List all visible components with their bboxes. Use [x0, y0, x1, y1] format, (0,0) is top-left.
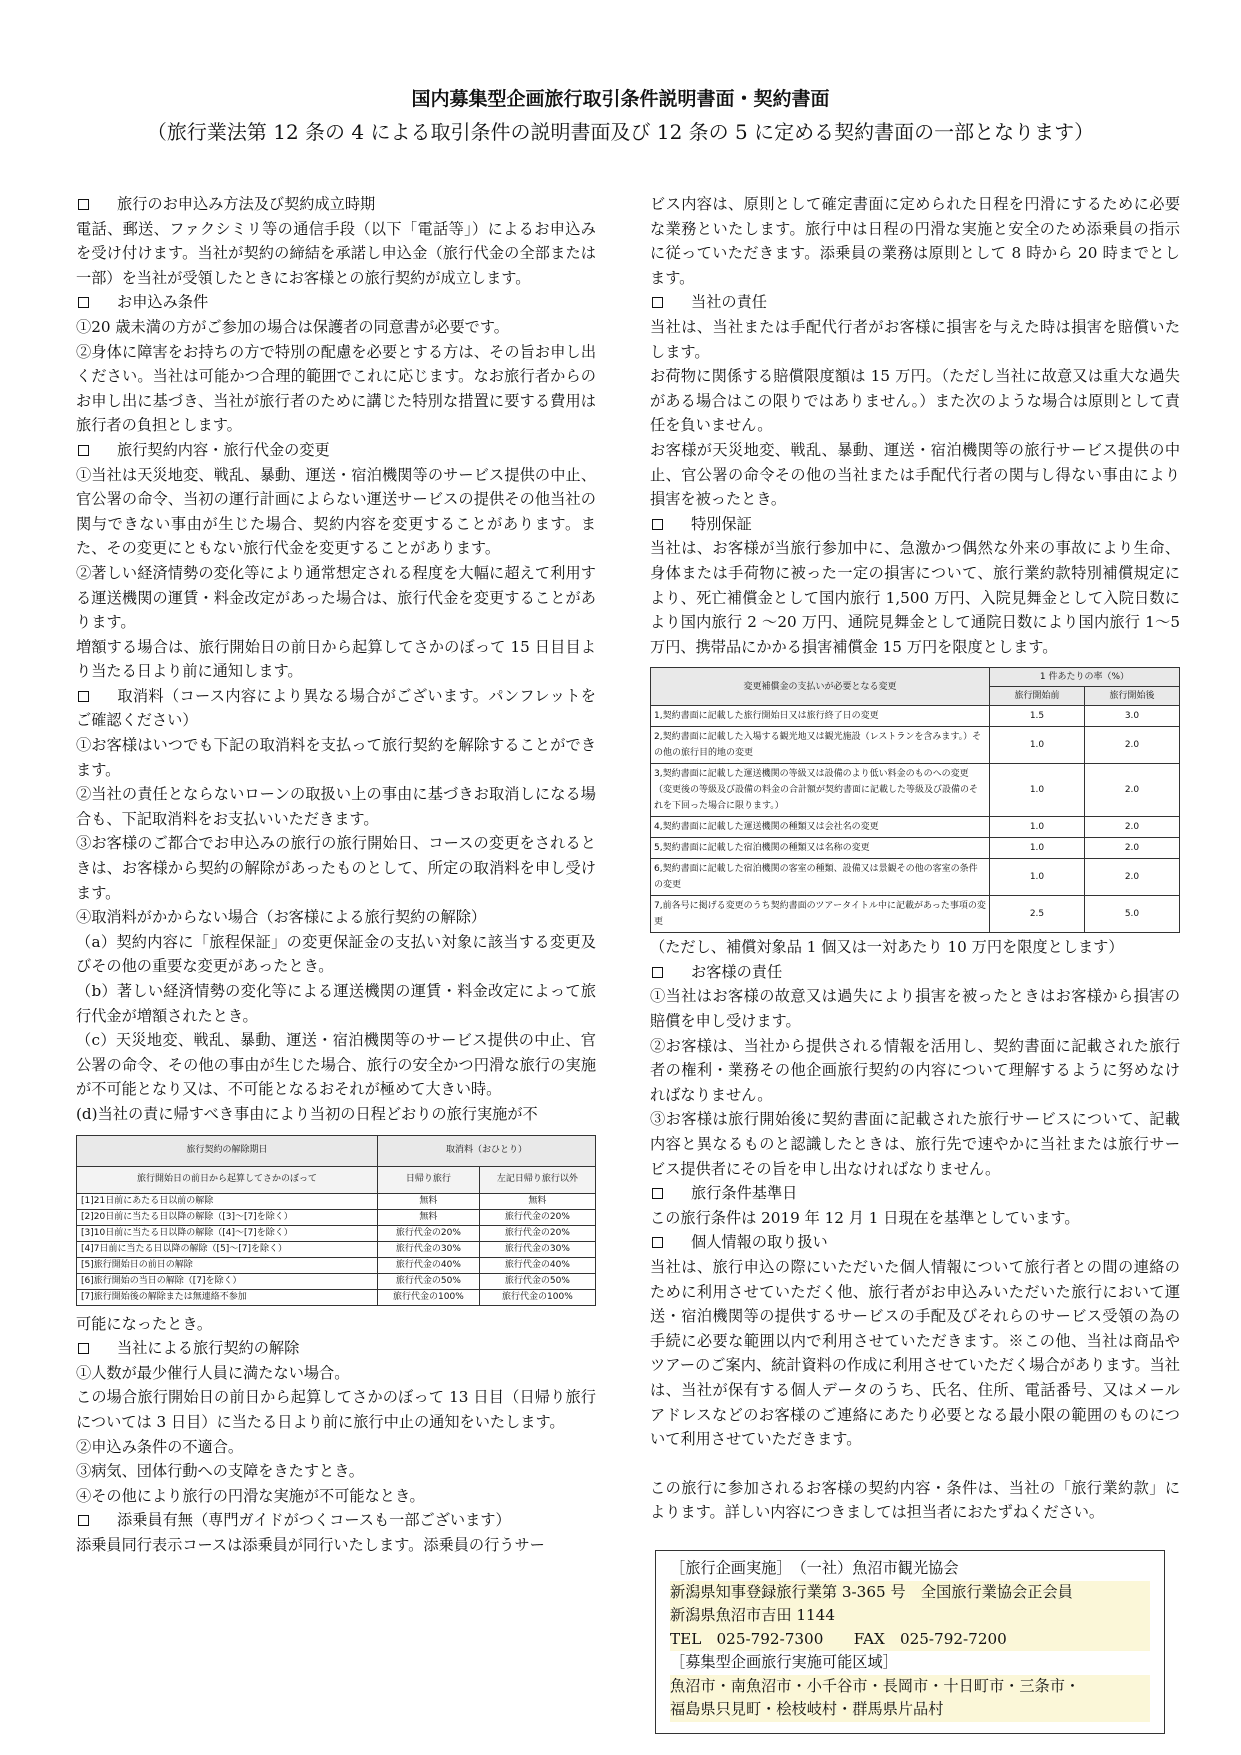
section-body: この旅行に参加されるお客様の契約内容・条件は、当社の「旅行業約款」によります。詳しい内容につきましては担当者におたずねください。	[650, 1478, 1180, 1522]
row-value: 旅行代金の100%	[479, 1289, 595, 1305]
page-subtitle: （旅行業法第 12 条の 4 による取引条件の説明書面及び 12 条の 5 に定める契約書面の一部となります）	[146, 120, 1095, 144]
row-label: 2,契約書面に記載した入場する観光地又は観光施設（レストランを含みます。）その他の旅行目的地の変更	[651, 727, 990, 764]
section-heading: 当社の責任	[650, 290, 1180, 315]
row-value: 1.0	[990, 817, 1085, 838]
table-row	[651, 838, 1180, 859]
row-label: [3]10日前に当たる日以降の解除（[4]〜[7]を除く）	[77, 1225, 378, 1241]
section-body: （c）天災地変、戦乱、暴動、運送・宿泊機関等のサービス提供の中止、官公署の命令、その他の事由が生じた場合、旅行の安全かつ円滑な旅行の実施が不可能となり又は、不可能となるおそれが極めて大きい時。	[76, 1031, 596, 1099]
row-value: 1.0	[990, 764, 1085, 817]
row-value: 旅行代金の20%	[479, 1209, 595, 1225]
contact-line: 魚沼市・南魚沼市・小千谷市・長岡市・十日町市・三条市・	[670, 1675, 1150, 1699]
section-body: ③お客様は旅行開始後に契約書面に記載された旅行サービスについて、記載内容と異なるものと認識したときは、旅行先で速やかに当社または旅行サービス提供者にその旨を申し出なければなりません。	[650, 1110, 1180, 1178]
section-body: 当社は、旅行申込の際にいただいた個人情報について旅行者との間の連絡のために利用させていただく他、旅行者がお申込みいただいた旅行において運送・宿泊機関等の提供するサービスの手配及びそれらのサービス受領の為の手続に必要な範囲以内で利用させていただきます。※この他、当社は商品やツアーのご案内、統計資料の作成に利用させていただく場合があります。当社は、当社が保有する個人データのうち、氏名、住所、電話番号、又はメールアドレスなどのお客様のご連絡にあたり必要となる最小限の範囲のものについて利用させていただきます。	[650, 1258, 1180, 1449]
row-label: [2]20日前に当たる日以降の解除（[3]〜[7]を除く）	[77, 1209, 378, 1225]
section-body: 可能になったとき。	[76, 1314, 213, 1333]
table-row	[77, 1241, 596, 1257]
section-body: （a）契約内容に「旅程保証」の変更保証金の支払い対象に該当する変更及びその他の重要な変更があったとき。	[76, 932, 596, 976]
table-subheader: 旅行開始後	[1085, 687, 1180, 706]
section-body: ④取消料がかからない場合（お客様による旅行契約の解除）	[76, 908, 487, 927]
section-heading: お申込み条件	[76, 290, 596, 315]
table-row	[651, 859, 1180, 896]
section-body: ①当社はお客様の故意又は過失により損害を被ったときはお客様から損害の賠償を申し受けます。	[650, 987, 1180, 1031]
section-body: ④その他により旅行の円滑な実施が不可能なとき。	[76, 1486, 425, 1505]
section-body: ③お客様のご都合でお申込みの旅行の旅行開始日、コースの変更をされるときは、お客様から契約の解除があったものとして、所定の取消料を申し受けます。	[76, 834, 596, 902]
checkbox-icon	[78, 445, 89, 456]
section-body: 電話、郵送、ファクシミリ等の通信手段（以下「電話等」）によるお申込みを受け付けます。当社が契約の締結を承諾し申込金（旅行代金の全部または一部）を当社が受領したときにお客様との旅行契約が成立します。	[76, 219, 596, 287]
row-label: 4,契約書面に記載した運送機関の種類又は会社名の変更	[651, 817, 990, 838]
row-value: 旅行代金の40%	[377, 1257, 479, 1273]
table-subheader: 左記日帰り旅行以外	[479, 1166, 595, 1193]
section-body: ②申込み条件の不適合。	[76, 1437, 244, 1456]
table-subheader: 旅行開始日の前日から起算してさかのぼって	[77, 1166, 378, 1193]
section-body: この場合旅行開始日の前日から起算してさかのぼって 13 日目（日帰り旅行については 3 日目）に当たる日より前に旅行中止の通知をいたします。	[76, 1388, 596, 1431]
table-row	[651, 896, 1180, 933]
row-value: 旅行代金の50%	[479, 1273, 595, 1289]
row-value: 2.0	[1085, 859, 1180, 896]
table-row	[77, 1273, 596, 1289]
section-heading: 個人情報の取り扱い	[650, 1230, 1180, 1255]
section-heading: 当社による旅行契約の解除	[76, 1336, 596, 1361]
row-label: 5,契約書面に記載した宿泊機関の種類又は名称の変更	[651, 838, 990, 859]
table-header: 1 件あたりの率（%）	[990, 668, 1180, 687]
section-heading: 特別保証	[650, 512, 1180, 537]
section-body: ①20 歳未満の方がご参加の場合は保護者の同意書が必要です。	[76, 317, 509, 336]
checkbox-icon	[78, 1343, 89, 1354]
row-label: 7,前各号に掲げる変更のうち契約書面のツアータイトル中に記載があった事項の変更	[651, 896, 990, 933]
table-header: 変更補償金の支払いが必要となる変更	[651, 668, 990, 706]
table-row	[77, 1225, 596, 1241]
contact-line: 新潟県魚沼市吉田 1144	[670, 1604, 1150, 1628]
table-subheader: 旅行開始前	[990, 687, 1085, 706]
contact-line: ［旅行企画実施］ （一社）魚沼市観光協会	[670, 1559, 959, 1577]
row-label: 6,契約書面に記載した宿泊機関の客室の種類、設備又は景観その他の客室の条件の変更	[651, 859, 990, 896]
row-value: 1.0	[990, 859, 1085, 896]
section-body: ①お客様はいつでも下記の取消料を支払って旅行契約を解除することができます。	[76, 736, 596, 779]
section-heading: 旅行のお申込み方法及び契約成立時期	[76, 192, 596, 217]
page-title: 国内募集型企画旅行取引条件説明書面・契約書面	[411, 88, 830, 110]
section-body: ②著しい経済情勢の変化等により通常想定される程度を大幅に超えて利用する運送機関の運賃・料金改定があった場合は、旅行代金を変更することがあります。	[76, 563, 596, 632]
section-body: 当社は、お客様が当旅行参加中に、急激かつ偶然な外来の事故により生命、身体または手荷物に被った一定の損害について、旅行業約款特別補償規定により、死亡補償金として国内旅行 1,500 万円、入院見舞金として入院日数により国内旅行 2 〜20 万円、通院見舞金として通院日数により国内旅行 1〜5 万円、携帯品にかかる損害補償金 15 万円を限度とします。	[650, 539, 1180, 656]
table-row	[651, 764, 1180, 817]
checkbox-icon	[652, 1188, 663, 1199]
section-body: 当社は、当社または手配代行者がお客様に損害を与えた時は損害を賠償いたします。	[650, 317, 1180, 361]
row-value: 1.0	[990, 838, 1085, 859]
checkbox-icon	[652, 519, 663, 530]
row-value: 無料	[377, 1193, 479, 1209]
row-label: [4]7日前に当たる日以降の解除（[5]〜[7]を除く）	[77, 1241, 378, 1257]
checkbox-icon	[78, 691, 89, 702]
row-label: 1,契約書面に記載した旅行開始日又は旅行終了日の変更	[651, 706, 990, 727]
table-header: 取消料（おひとり）	[377, 1135, 595, 1166]
checkbox-icon	[652, 967, 663, 978]
contact-line: ［募集型企画旅行実施可能区域］	[670, 1653, 898, 1671]
section-body: 添乗員同行表示コースは添乗員が同行いたします。添乗員の行うサー	[76, 1535, 545, 1554]
checkbox-icon	[78, 199, 89, 210]
section-heading: 添乗員有無（専門ガイドがつくコースも一部ございます）	[76, 1508, 596, 1533]
contact-line: 新潟県知事登録旅行業第 3-365 号 全国旅行業協会正会員	[670, 1581, 1150, 1605]
section-body: ②当社の責任とならないローンの取扱い上の事由に基づきお取消しになる場合も、下記取消料をお支払いいただきます。	[76, 785, 596, 828]
section-body: ①当社は天災地変、戦乱、暴動、運送・宿泊機関等のサービス提供の中止、官公署の命令、当初の運行計画によらない運送サービスの提供その他当社の関与できない事由が生じた場合、契約内容を変更することがあります。また、その変更にともない旅行代金を変更することがあります。	[76, 465, 596, 558]
contact-line: 福島県只見町・桧枝岐村・群馬県片品村	[670, 1698, 1150, 1722]
cancellation-fee-table	[76, 1135, 596, 1306]
compensation-table	[650, 667, 1180, 933]
section-body: （b）著しい経済情勢の変化等による運送機関の運賃・料金改定によって旅行代金が増額されたとき。	[76, 982, 596, 1025]
row-value: 旅行代金の40%	[479, 1257, 595, 1273]
row-label: [6]旅行開始の当日の解除（[7]を除く）	[77, 1273, 378, 1289]
table-row	[651, 817, 1180, 838]
table-row	[77, 1257, 596, 1273]
section-body: お客様が天災地変、戦乱、暴動、運送・宿泊機関等の旅行サービス提供の中止、官公署の命令その他の当社または手配代行者の関与し得ない事由により損害を被ったとき。	[650, 440, 1180, 509]
table-note: （ただし、補償対象品 1 個又は一対あたり 10 万円を限度とします）	[650, 938, 1124, 957]
row-value: 2.0	[1085, 764, 1180, 817]
section-body: ビス内容は、原則として確定書面に定められた日程を円滑にするために必要な業務といたします。旅行中は日程の円滑な実施と安全のため添乗員の指示に従っていただきます。添乗員の業務は原則として 8 時から 20 時までとします。	[650, 195, 1180, 287]
row-value: 無料	[479, 1193, 595, 1209]
row-value: 5.0	[1085, 896, 1180, 933]
table-subheader: 日帰り旅行	[377, 1166, 479, 1193]
contact-box	[655, 1550, 1165, 1734]
table-row	[651, 706, 1180, 727]
row-label: 3,契約書面に記載した運送機関の等級又は設備のより低い料金のものへの変更（変更後の等級及び設備の料金の合計額が契約書面に記載した等級及び設備のそれを下回った場合に限ります。）	[651, 764, 990, 817]
checkbox-icon	[652, 1237, 663, 1248]
row-value: 旅行代金の50%	[377, 1273, 479, 1289]
checkbox-icon	[78, 297, 89, 308]
row-value: 旅行代金の30%	[377, 1241, 479, 1257]
row-value: 1.5	[990, 706, 1085, 727]
section-heading: 取消料（コース内容により異なる場合がございます。パンフレットをご確認ください）	[76, 686, 596, 730]
section-body: お荷物に関係する賠償限度額は 15 万円。（ただし当社に故意又は重大な過失がある場合はこの限りではありません。）また次のような場合は原則として責任を負いません。	[650, 367, 1180, 435]
table-row	[77, 1289, 596, 1305]
row-value: 2.0	[1085, 817, 1180, 838]
checkbox-icon	[78, 1515, 89, 1526]
row-label: [5]旅行開始日の前日の解除	[77, 1257, 378, 1273]
left-column	[76, 192, 596, 1558]
section-body: この旅行条件は 2019 年 12 月 1 日現在を基準としています。	[650, 1208, 1080, 1227]
section-body: 増額する場合は、旅行開始日の前日から起算してさかのぼって 15 日目目より当たる日より前に通知します。	[76, 637, 596, 681]
table-row	[77, 1193, 596, 1209]
row-value: 1.0	[990, 727, 1085, 764]
section-body: (d)当社の責に帰すべき事由により当初の日程どおりの旅行実施が不	[76, 1104, 538, 1123]
section-body: ②お客様は、当社から提供される情報を活用し、契約書面に記載された旅行者の権利・業務その他企画旅行契約の内容について理解するように努めなければなりません。	[650, 1036, 1180, 1104]
row-value: 2.5	[990, 896, 1085, 933]
section-body: ②身体に障害をお持ちの方で特別の配慮を必要とする方は、その旨お申し出ください。当社は可能かつ合理的範囲でこれに応じます。なお旅行者からのお申し出に基づき、当社が旅行者のために講じた特別な措置に要する費用は旅行者の負担とします。	[76, 342, 597, 435]
row-value: 3.0	[1085, 706, 1180, 727]
table-row	[77, 1209, 596, 1225]
right-column	[650, 192, 1180, 1525]
row-value: 無料	[377, 1209, 479, 1225]
row-value: 2.0	[1085, 838, 1180, 859]
row-value: 旅行代金の20%	[377, 1225, 479, 1241]
row-value: 2.0	[1085, 727, 1180, 764]
row-label: [1]21日前にあたる日以前の解除	[77, 1193, 378, 1209]
section-heading: 旅行条件基準日	[650, 1181, 1180, 1206]
section-body: ①人数が最少催行人員に満たない場合。	[76, 1363, 350, 1382]
row-value: 旅行代金の20%	[479, 1225, 595, 1241]
row-label: [7]旅行開始後の解除または無連絡不参加	[77, 1289, 378, 1305]
row-value: 旅行代金の100%	[377, 1289, 479, 1305]
row-value: 旅行代金の30%	[479, 1241, 595, 1257]
section-heading: 旅行契約内容・旅行代金の変更	[76, 438, 596, 463]
checkbox-icon	[652, 297, 663, 308]
section-body: ③病気、団体行動への支障をきたすとき。	[76, 1462, 364, 1481]
table-row	[651, 727, 1180, 764]
contact-line: TEL 025-792-7300 FAX 025-792-7200	[670, 1628, 1150, 1652]
section-heading: お客様の責任	[650, 960, 1180, 985]
table-header: 旅行契約の解除期日	[77, 1135, 378, 1166]
